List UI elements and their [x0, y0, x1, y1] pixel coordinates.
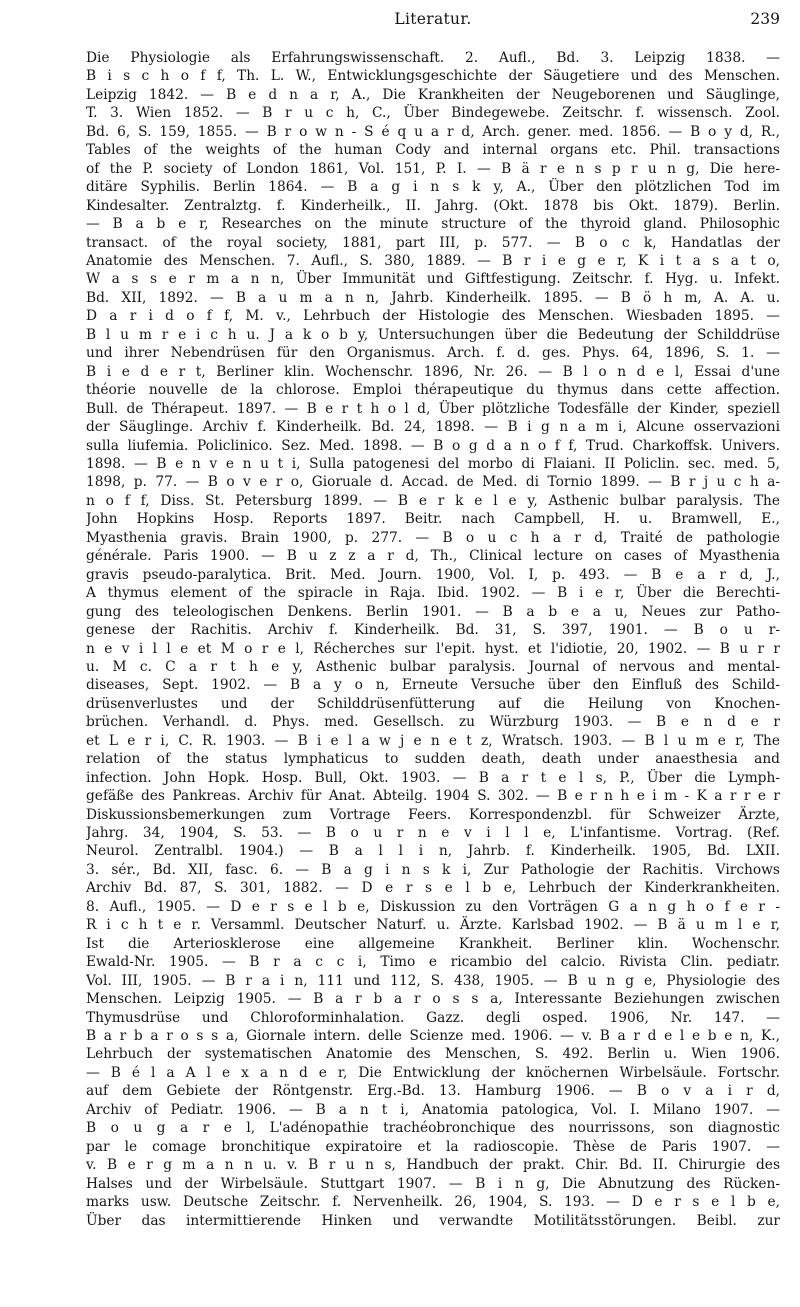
text-line: par le comage bronchitique expiratoire et la radioscopie. Thèse de Paris 1907. — [86, 1138, 780, 1155]
text-line: brüchen. Verhandl. d. Phys. med. Gesellsch. zu Würzburg 1903. — B e n d e r [86, 714, 780, 731]
text-line: Diskussionsbemerkungen zum Vortrage Feers. Korrespondenzbl. für Schweizer Ärzte, [86, 806, 780, 823]
text-line: marks usw. Deutsche Zeitschr. f. Nervenheilk. 26, 1904, S. 193. — D e r s e l b e, [86, 1194, 780, 1211]
text-line: 8. Aufl., 1905. — D e r s e l b e, Diskussion zu den Vorträgen G a n g h o f e r - [86, 898, 780, 915]
text-line: gung des teleologischen Denkens. Berlin 1901. — B a b e a u, Neues zur Patho- [86, 603, 780, 620]
text-line: of the P. society of London 1861, Vol. 151, P. I. — B ä r e n s p r u n g, Die here- [86, 160, 780, 177]
text-line: W a s s e r m a n n, Über Immunität und Giftfestigung. Zeitschr. f. Hyg. u. Infekt. [86, 271, 780, 288]
text-line: Bd. XII, 1892. — B a u m a n n, Jahrb. Kinderheilk. 1895. — B ö h m, A. A. u. [86, 289, 780, 306]
text-line: Anatomie des Menschen. 7. Aufl., S. 380, 1889. — B r i e g e r, K i t a s a t o, [86, 252, 780, 269]
text-line: Thymusdrüse und Chloroforminhalation. Gazz. degli osped. 1906, Nr. 147. — [86, 1009, 780, 1026]
text-line: ditäre Syphilis. Berlin 1864. — B a g i n s k y, A., Über den plötzlichen Tod im [86, 179, 780, 196]
text-line: diseases, Sept. 1902. — B a y o n, Erneute Versuche über den Einfluß des Schild- [86, 677, 780, 694]
text-line: genese der Rachitis. Archiv f. Kinderheilk. Bd. 31, S. 397, 1901. — B o u r- [86, 622, 780, 639]
text-line: Bd. 6, S. 159, 1855. — B r o w n - S é q u a r d, Arch. gener. med. 1856. — B o y d, R., [86, 123, 780, 140]
text-line: T. 3. Wien 1852. — B r u c h, C., Über Bindegewebe. Zeitschr. f. wissensch. Zool. [86, 105, 780, 122]
text-line: sulla liufemia. Policlinico. Sez. Med. 1898. — B o g d a n o f f, Trud. Charkoffsk. Univers. [86, 437, 780, 454]
text-line: gravis pseudo-paralytica. Brit. Med. Journ. 1900, Vol. I, p. 493. — B e a r d, J., [86, 566, 780, 583]
bibliography-text [86, 49, 780, 1230]
text-line: Kindesalter. Zentralztg. f. Kinderheilk., II. Jahrg. (Okt. 1878 bis Okt. 1879). Berlin. [86, 197, 780, 214]
text-line: B l u m r e i c h u. J a k o b y, Untersuchungen über die Bedeutung der Schilddrüse [86, 326, 780, 343]
text-line: — B é l a A l e x a n d e r, Die Entwicklung der knöchernen Wirbelsäule. Fortschr. [86, 1064, 780, 1081]
text-line: Die Physiologie als Erfahrungswissenschaft. 2. Aufl., Bd. 3. Leipzig 1838. — [86, 50, 780, 66]
text-line: Vol. III, 1905. — B r a i n, 111 und 112, S. 438, 1905. — B u n g e, Physiologie des [86, 972, 780, 989]
text-line: Neurol. Zentralbl. 1904.) — B a l l i n, Jahrb. f. Kinderheilk. 1905, Bd. LXII. [86, 843, 780, 860]
text-line: und ihrer Nebendrüsen für den Organismus. Arch. f. d. ges. Phys. 64, 1896, S. 1. — [86, 345, 780, 362]
text-line: Ist die Arteriosklerose eine allgemeine Krankheit. Berliner klin. Wochenschr. [86, 935, 780, 952]
text-line: Über das intermittierende Hinken und verwandte Motilitätsstörungen. Beibl. zur [86, 1212, 780, 1229]
text-line: Halses und der Wirbelsäule. Stuttgart 1907. — B i n g, Die Abnutzung des Rücken- [86, 1175, 780, 1192]
text-line: Lehrbuch der systematischen Anatomie des Menschen, S. 492. Berlin u. Wien 1906. [86, 1046, 780, 1063]
text-line: drüsenverlustes und der Schilddrüsenfütterung auf die Heilung von Knochen- [86, 695, 780, 712]
text-line: Jahrg. 34, 1904, S. 53. — B o u r n e v i l l e, L'infantisme. Vortrag. (Ref. [86, 825, 780, 842]
text-line: théorie nouvelle de la chlorose. Emploi thérapeutique du thymus dans cette affection. [86, 382, 780, 399]
text-line: n e v i l l e et M o r e l, Récherches sur l'epit. hyst. et l'idiotie, 20, 1902. — B u r r [86, 640, 780, 657]
text-line: gefäße des Pankreas. Archiv für Anat. Abteilg. 1904 S. 302. — B e r n h e i m - K a r r e r [86, 788, 780, 805]
text-line: D a r i d o f f, M. v., Lehrbuch der Histologie des Menschen. Wiesbaden 1895. — [86, 308, 780, 325]
text-line: générale. Paris 1900. — B u z z a r d, Th., Clinical lecture on cases of Myasthenia [86, 548, 780, 565]
text-line: 3. sér., Bd. XII, fasc. 6. — B a g i n s k i, Zur Pathologie der Rachitis. Virchows [86, 861, 780, 878]
text-line: John Hopkins Hosp. Reports 1897. Beitr. nach Campbell, H. u. Bramwell, E., [86, 511, 780, 528]
text-line: Archiv of Pediatr. 1906. — B a n t i, Anatomia patologica, Vol. I. Milano 1907. — [86, 1101, 780, 1118]
text-line: Myasthenia gravis. Brain 1900, p. 277. — B o u c h a r d, Traité de pathologie [86, 529, 780, 546]
page-header [86, 6, 780, 32]
text-line: Tables of the weights of the human Cody and internal organs etc. Phil. transactions [86, 142, 780, 159]
text-line: Archiv Bd. 87, S. 301, 1882. — D e r s e l b e, Lehrbuch der Kinderkrankheiten. [86, 880, 780, 897]
text-line: auf dem Gebiete der Röntgenstr. Erg.-Bd. 13. Hamburg 1906. — B o v a i r d, [86, 1083, 780, 1100]
text-line: transact. of the royal society, 1881, part III, p. 577. — B o c k, Handatlas der [86, 234, 780, 251]
text-line: — B a b e r, Researches on the minute structure of the thyroid gland. Philosophic [86, 216, 780, 233]
text-line: Ewald-Nr. 1905. — B r a c c i, Timo e ricambio del calcio. Rivista Clin. pediatr. [86, 954, 780, 971]
text-line: B i e d e r t, Berliner klin. Wochenschr. 1896, Nr. 26. — B l o n d e l, Essai d'une [86, 363, 780, 380]
text-line: v. B e r g m a n n u. v. B r u n s, Handbuch der prakt. Chir. Bd. II. Chirurgie des [86, 1157, 780, 1174]
text-line: 1898, p. 77. — B o v e r o, Gioruale d. Accad. de Med. di Tornio 1899. — B r j u c h a- [86, 474, 780, 491]
text-line: infection. John Hopk. Hosp. Bull, Okt. 1903. — B a r t e l s, P., Über die Lymph- [86, 769, 780, 786]
text-line: B i s c h o f f, Th. L. W., Entwicklungsgeschichte der Säugetiere und des Menschen. [86, 68, 780, 85]
text-line: Leipzig 1842. — B e d n a r, A., Die Krankheiten der Neugeborenen und Säuglinge, [86, 86, 780, 103]
text-line: B o u g a r e l, L'adénopathie trachéobronchique des nourrissons, son diagnostic [86, 1120, 780, 1137]
text-line: n o f f, Diss. St. Petersburg 1899. — B e r k e l e y, Asthenic bulbar paralysis. The [86, 492, 780, 509]
text-line: et L e r i, C. R. 1903. — B i e l a w j e n e t z, Wratsch. 1903. — B l u m e r, The [86, 732, 780, 749]
text-line: Menschen. Leipzig 1905. — B a r b a r o s s a, Interessante Beziehungen zwischen [86, 991, 780, 1008]
text-line: B a r b a r o s s a, Giornale intern. delle Scienze med. 1906. — v. B a r d e l e b e n, K., [86, 1028, 780, 1045]
text-line: R i c h t e r. Versamml. Deutscher Naturf. u. Ärzte. Karlsbad 1902. — B ä u m l e r, [86, 917, 780, 934]
text-line: Bull. de Thérapeut. 1897. — B e r t h o l d, Über plötzliche Todesfälle der Kinder, speziell [86, 400, 780, 417]
text-line: 1898. — B e n v e n u t i, Sulla patogenesi del morbo di Flaiani. II Policlin. sec. med. 5, [86, 455, 780, 472]
text-line: u. M c. C a r t h e y, Asthenic bulbar paralysis. Journal of nervous and mental- [86, 658, 780, 675]
running-title: Literatur. [394, 10, 472, 28]
text-line: der Säuglinge. Archiv f. Kinderheilk. Bd. 24, 1898. — B i g n a m i, Alcune osservazioni [86, 419, 780, 436]
text-line: A thymus element of the spiracle in Raja. Ibid. 1902. — B i e r, Über die Berechti- [86, 585, 780, 602]
text-line: relation of the status lymphaticus to sudden death, death under anaesthesia and [86, 751, 780, 768]
page-number: 239 [750, 10, 780, 28]
